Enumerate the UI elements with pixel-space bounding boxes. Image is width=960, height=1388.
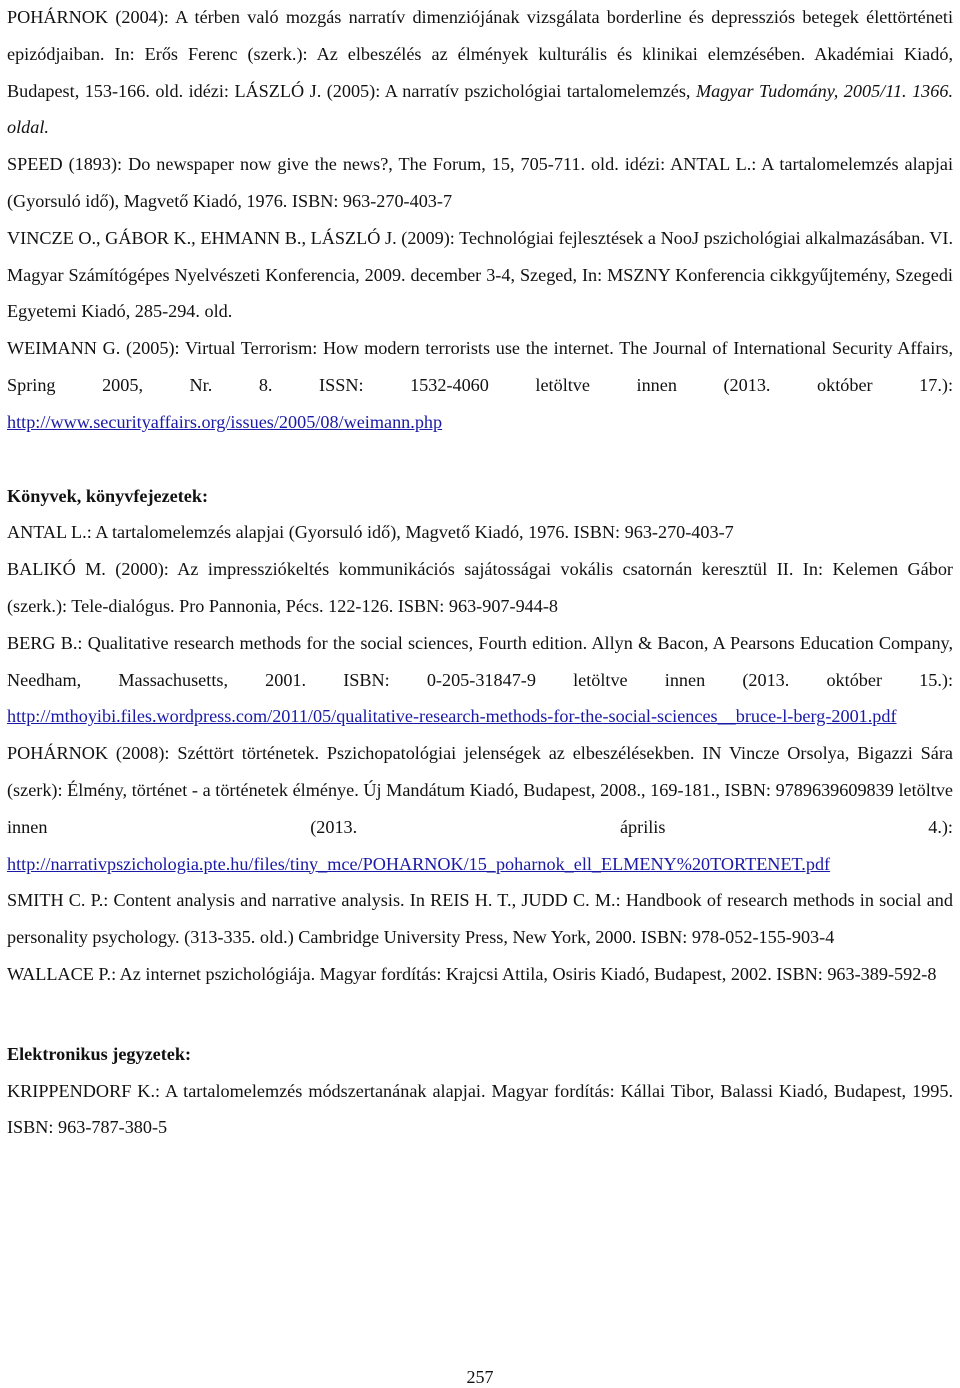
- reference-text: KRIPPENDORF K.: A tartalomelemzés módszertanának alapjai. Magyar fordítás: Kállai Tibor, Balassi Kiadó, Budapest, 1995. ISBN: 963-787-380-5: [7, 1080, 953, 1138]
- reference-text: ANTAL L.: A tartalomelemzés alapjai (Gyorsuló idő), Magvető Kiadó, 1976. ISBN: 963-270-403-7: [7, 522, 734, 543]
- reference-text: POHÁRNOK (2008): Széttört történetek. Pszichopatológiai jelenségek az elbeszélésekben. IN Vincze Orsolya, Bigazzi Sára (szerk): Élmény, történet - a történetek élménye. Új Mandátum Kiadó, Budapest, 2008., 169-181., ISBN: 9789639609839 letöltve innen (2013. április 4.):: [7, 743, 953, 837]
- document-page: [7, 0, 953, 1146]
- reference-entry: [7, 330, 953, 440]
- reference-text: BERG B.: Qualitative research methods for the social sciences, Fourth edition. Allyn & Bacon, A Pearsons Education Company, Needham, Massachusetts, 2001. ISBN: 0-205-31847-9 letöltve innen (2013. október 15.):: [7, 632, 953, 690]
- reference-link[interactable]: http://mthoyibi.files.wordpress.com/2011/05/qualitative-research-methods-for-the-social-sciences__bruce-l-berg-2001.pdf: [7, 706, 897, 727]
- reference-text: SPEED (1893): Do newspaper now give the news?, The Forum, 15, 705-711. old. idézi: ANTAL L.: A tartalomelemzés alapjai (Gyorsuló idő), Magvető Kiadó, 1976. ISBN: 963-270-403-7: [7, 154, 953, 211]
- reference-entry: [7, 146, 953, 220]
- reference-entry: [7, 514, 953, 551]
- reference-entry: [7, 220, 953, 330]
- reference-text: BALIKÓ M. (2000): Az impressziókeltés kommunikációs sajátosságai vokális csatornán keresztül II. In: Kelemen Gábor (szerk.): Tele-dialógus. Pro Pannonia, Pécs. 122-126. ISBN: 963-907-944-8: [7, 559, 953, 616]
- reference-entry: [7, 625, 953, 735]
- reference-entry: [7, 735, 953, 882]
- reference-text: WALLACE P.: Az internet pszichológiája. Magyar fordítás: Krajcsi Attila, Osiris Kiadó, Budapest, 2002. ISBN: 963-389-592-8: [7, 963, 937, 984]
- reference-text: POHÁRNOK (2004): A térben való mozgás narratív dimenziójának vizsgálata borderline és depressziós betegek élettörténeti epizódjaiban. In: Erős Ferenc (szerk.): Az elbeszélés az élmények kulturális és klinikai elemzésében. Akadémiai Kiadó, Budapest, 153-166. old. idézi: LÁSZLÓ J. (2005): A narratív pszichológiai tartalomelemzés,: [7, 7, 953, 101]
- reference-entry: [7, 551, 953, 625]
- reference-entry: [7, 956, 953, 993]
- reference-link[interactable]: http://narrativpszichologia.pte.hu/files/tiny_mce/POHARNOK/15_poharnok_ell_ELMENY%20TORTENET.pdf: [7, 853, 831, 874]
- section-heading-electronic: Elektronikus jegyzetek:: [7, 1043, 192, 1064]
- reference-entry: [7, 882, 953, 956]
- reference-text: VINCZE O., GÁBOR K., EHMANN B., LÁSZLÓ J. (2009): Technológiai fejlesztések a NooJ pszichológiai alkalmazásában. VI. Magyar Számítógépes Nyelvészeti Konferencia, 2009. december 3-4, Szeged, In: MSZNY Konferencia cikkgyűjtemény, Szegedi Egyetemi Kiadó, 285-294. old.: [7, 227, 953, 322]
- page-number: 257: [466, 1367, 494, 1387]
- reference-entry: [7, 0, 953, 146]
- reference-journal: Magyar Tudomány, 2005/11. 1366. oldal.: [7, 80, 953, 138]
- reference-entry: [7, 1073, 953, 1147]
- section-heading-books: Könyvek, könyvfejezetek:: [7, 485, 209, 506]
- reference-text: WEIMANN G. (2005): Virtual Terrorism: How modern terrorists use the internet. The Journal of International Security Affairs, Spring 2005, Nr. 8. ISSN: 1532-4060 letöltve innen (2013. október 17.):: [7, 338, 953, 395]
- reference-link[interactable]: http://www.securityaffairs.org/issues/2005/08/weimann.php: [7, 411, 443, 432]
- reference-text: SMITH C. P.: Content analysis and narrative analysis. In REIS H. T., JUDD C. M.: Handbook of research methods in social and personality psychology. (313-335. old.) Cambridge University Press, New York, 2000. ISBN: 978-052-155-903-4: [7, 890, 953, 948]
